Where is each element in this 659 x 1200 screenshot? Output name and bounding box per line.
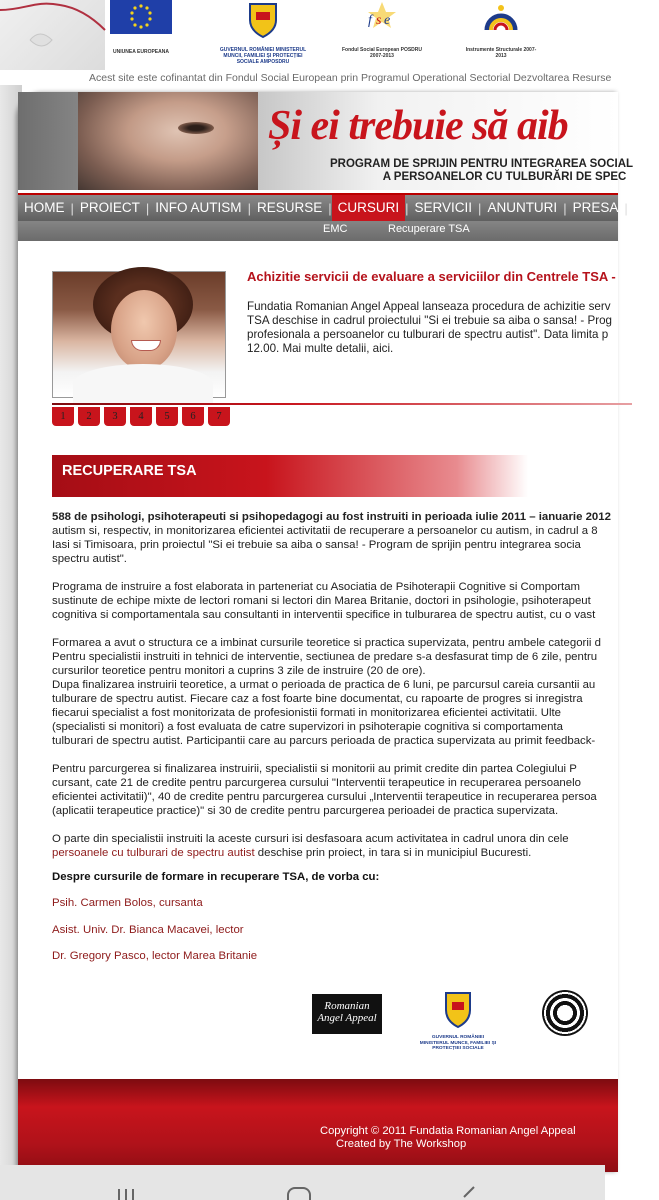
page-button-7[interactable]: 7 bbox=[208, 407, 230, 426]
section-header-bar bbox=[52, 455, 528, 497]
nav-info-autism[interactable]: INFO AUTISM bbox=[155, 200, 242, 215]
structural-instruments-logo: Instrumente Structurale 2007-2013 bbox=[462, 0, 540, 59]
romania-coat-of-arms-icon bbox=[246, 0, 280, 38]
subnav-recuperare-tsa[interactable]: Recuperare TSA bbox=[388, 223, 470, 235]
cofinance-logos-strip bbox=[0, 0, 605, 70]
site-title: Și ei trebuie să aib bbox=[268, 103, 568, 149]
page-button-3[interactable]: 3 bbox=[104, 407, 126, 426]
article-paragraph: O parte din specialistii instruiti la aceste cursuri isi desfasoara acum activitatea in cadrul unora din cele persoanele cu tulburari de spectru autist deschise prin proiect, in tara si in municipiul Bucuresti. bbox=[52, 833, 569, 859]
nav-proiect[interactable]: PROIECT bbox=[79, 200, 140, 215]
romanian-angel-appeal-logo[interactable]: Romanian Angel Appeal bbox=[312, 994, 382, 1034]
nav-cursuri[interactable]: CURSURI bbox=[332, 195, 406, 221]
page-button-6[interactable]: 6 bbox=[182, 407, 204, 426]
svg-text:f: f bbox=[368, 13, 372, 28]
structural-instruments-icon bbox=[479, 0, 523, 38]
article-paragraph: Formarea a avut o structura ce a imbinat cursurile teoretice si practica supervizata, pentru ambele categorii d Pentru specialistii instruiti in tehnici de interventie, sectiunea de predare s-a desfasurat timp de 6 zile, pentru cursurilor teoretice pentru monitori a cuprins 3 zile de instruire (20 de ore). Dupa finalizarea instruirii teoretice, a urmat o perioada de practica de 6 luni, pe parcursul careia cursantii au tulburare de spectru autist. Fiecare caz a fost foarte bine documentat, cu rapoarte de progres si inregistra fiecarui specialist a fost monitorizata de profesionistii formati in monitorizarea eficientei activitatii. Ulte (specialisti si monitori) a fost evaluata de catre supervizori in psihoterapie cognitiva si comportamenta tulburari de spectru autist. Participantii care au parcurs perioada de practica supervizata au primit feedback- bbox=[52, 637, 601, 747]
recent-apps-icon[interactable] bbox=[116, 1187, 136, 1200]
copyright-text: Copyright © 2011 Fundatia Romanian Angel Appeal bbox=[320, 1125, 576, 1137]
nav-separator: | bbox=[247, 200, 251, 216]
page-button-1[interactable]: 1 bbox=[52, 407, 74, 426]
back-icon[interactable] bbox=[458, 1187, 478, 1200]
system-navigation-bar bbox=[0, 1165, 605, 1200]
centers-link[interactable]: persoanele cu tulburari de spectru autist bbox=[52, 847, 255, 859]
article-paragraph: Programa de instruire a fost elaborata in parteneriat cu Asociatia de Psihoterapii Cognitive si Comportam sustinute de echipe mixte de lectori romani si lectori din Marea Britanie, doctori in psihologie, psihoterapeut cognitiva si comportamentala sau consultanti in interventii specifice in tulburarea de spectru autist, cu o vast bbox=[52, 581, 596, 621]
article-body bbox=[52, 510, 652, 874]
eu-flag-icon bbox=[110, 0, 172, 34]
nav-anunturi[interactable]: ANUNTURI bbox=[487, 200, 558, 215]
footer-credits bbox=[320, 1125, 620, 1151]
nav-servicii[interactable]: SERVICII bbox=[414, 200, 473, 215]
nav-ca[interactable]: CA bbox=[633, 200, 653, 215]
nav-home[interactable]: HOME bbox=[24, 200, 65, 215]
eu-logo: UNIUNEA EUROPEANA bbox=[108, 0, 174, 55]
section-title: RECUPERARE TSA bbox=[62, 463, 197, 479]
government-logo: GUVERNUL ROMÂNIEI MINISTERUL MUNCII, FAMILIEI ȘI PROTECȚIEI SOCIALE AMPOSDRU bbox=[218, 0, 308, 65]
news-title-link[interactable]: Achizitie servicii de evaluare a serviciilor din Centrele TSA - bbox=[247, 269, 616, 284]
nav-separator: | bbox=[563, 200, 567, 216]
fse-logo-icon bbox=[358, 0, 406, 38]
news-excerpt: Fundatia Romanian Angel Appeal lanseaza procedura de achizitie serv TSA deschise in cadrul proiectului "Si ei trebuie sa aiba o sansa! - Prog profesionala a persoanelor cu tulburari de spectru autist". Data limita p 12.00. Mai multe detalii, aici. bbox=[247, 300, 613, 355]
subnav-emc[interactable]: EMC bbox=[323, 223, 348, 235]
person-link-carmen-bolos[interactable]: Psih. Carmen Bolos, cursanta bbox=[52, 897, 203, 909]
svg-text:e: e bbox=[384, 13, 391, 28]
cofinance-notice: Acest site este cofinantat din Fondul Social European prin Programul Operational Sectorial Dezvoltarea Resurse bbox=[89, 72, 612, 84]
sub-nav bbox=[18, 221, 618, 241]
nav-presa[interactable]: PRESA bbox=[572, 200, 619, 215]
nav-separator: | bbox=[624, 200, 628, 216]
nav-separator: | bbox=[405, 200, 409, 216]
partner-government-logo[interactable]: GUVERNUL ROMÂNIEI MINISTERUL MUNCII, FAMILIEI ȘI PROTECȚIEI SOCIALE bbox=[418, 990, 498, 1052]
site-subtitle: PROGRAM DE SPRIJIN PENTRU INTEGRAREA SOCIAL A PERSOANELOR CU TULBURĂRI DE SPEC bbox=[330, 158, 634, 183]
header-banner bbox=[18, 92, 634, 190]
banner-face-image bbox=[78, 92, 258, 190]
news-photo[interactable] bbox=[52, 271, 226, 398]
nav-separator: | bbox=[145, 200, 150, 216]
nav-separator: | bbox=[70, 200, 74, 216]
person-link-bianca-macavei[interactable]: Asist. Univ. Dr. Bianca Macavei, lector bbox=[52, 924, 244, 936]
page-button-5[interactable]: 5 bbox=[156, 407, 178, 426]
fse-logo: f s e Fondul Social European POSDRU 2007-2013 bbox=[342, 0, 422, 59]
article-paragraph: Pentru parcurgerea si finalizarea instruirii, specialistii si monitorii au primit credite din partea Colegiului P cursant, cate 21 de credite pentru parcurgerea cursului "Interventii terapeutice in recuperarea persoanelo eficientei activitatii)", 40 de credite pentru parcurgerea cursului „Interventii terapeutice in recuperarea persoa (aplicatii terapeutice practice)" si 30 de credite pentru parcurgerea perioadei de practica supervizata. bbox=[52, 763, 597, 817]
person-link-gregory-pasco[interactable]: Dr. Gregory Pasco, lector Marea Britanie bbox=[52, 950, 258, 962]
nav-resurse[interactable]: RESURSE bbox=[256, 200, 323, 215]
partner-circular-logo[interactable] bbox=[542, 990, 588, 1036]
news-divider bbox=[52, 403, 632, 405]
main-nav bbox=[18, 193, 653, 221]
banner-eye-image bbox=[178, 122, 214, 134]
romania-coat-of-arms-icon bbox=[443, 990, 473, 1030]
home-icon[interactable] bbox=[286, 1187, 312, 1200]
puzzle-decoration bbox=[0, 0, 105, 70]
nav-separator: | bbox=[328, 200, 332, 216]
nav-separator: | bbox=[478, 200, 482, 216]
page-button-2[interactable]: 2 bbox=[78, 407, 100, 426]
news-pager bbox=[52, 407, 230, 426]
interviews-heading: Despre cursurile de formare in recuperare TSA, de vorba cu: bbox=[52, 871, 380, 883]
svg-text:s: s bbox=[376, 13, 382, 28]
page-button-4[interactable]: 4 bbox=[130, 407, 152, 426]
article-paragraph: 588 de psihologi, psihoterapeuti si psihopedagogi au fost instruiti in perioada iulie 2011 – ianuarie 2012 autism si, respectiv, in monitorizarea eficientei activitatii de recuperare a persoanelor cu autism, in cadrul a 8 Iasi si Timisoara, prin proiectul "Si ei trebuie sa aiba o sansa! - Program de sprijin pentru integrarea socia spectru autist". bbox=[52, 511, 611, 565]
created-by-link[interactable]: Created by The Workshop bbox=[336, 1138, 467, 1150]
site-frame bbox=[18, 92, 653, 1172]
